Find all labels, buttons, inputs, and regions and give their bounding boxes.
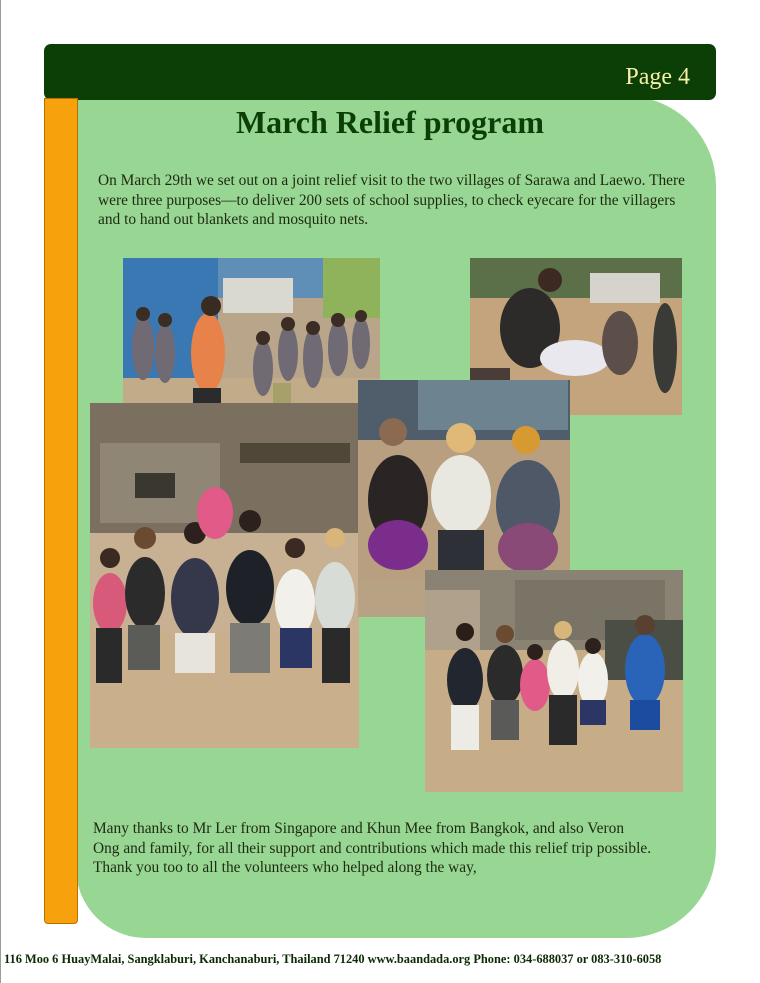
closing-line: Many thanks to Mr Ler from Singapore and Khun Mee from Bangkok, and also Veron [93, 820, 625, 837]
article-closing [93, 819, 693, 878]
page-number: Page 4 [625, 64, 690, 90]
footer-contact-info: 116 Moo 6 HuayMalai, Sangklaburi, Kanchanaburi, Thailand 71240 www.baandada.org Phone: 034-688037 or 083-310-6058 [4, 952, 662, 966]
article-title: March Relief program [235, 104, 545, 140]
photo-volunteers-group-truck [425, 570, 683, 792]
closing-line: Thank you too to all the volunteers who helped along the way, [93, 859, 477, 876]
accent-side-bar [44, 98, 78, 924]
closing-line: Ong and family, for all their support and contributions which made this relief trip possible. [93, 839, 652, 857]
photo-volunteers-group-village [90, 403, 359, 748]
page-header-bar [44, 44, 716, 100]
article-intro: On March 29th we set out on a joint relief visit to the two villages of Sarawa and Laewo. There were three purposes—to deliver 200 sets of school supplies, to check eyecare for the villagers and to hand out blankets and mosquito nets. [98, 172, 685, 228]
page-left-rule [0, 0, 1, 983]
